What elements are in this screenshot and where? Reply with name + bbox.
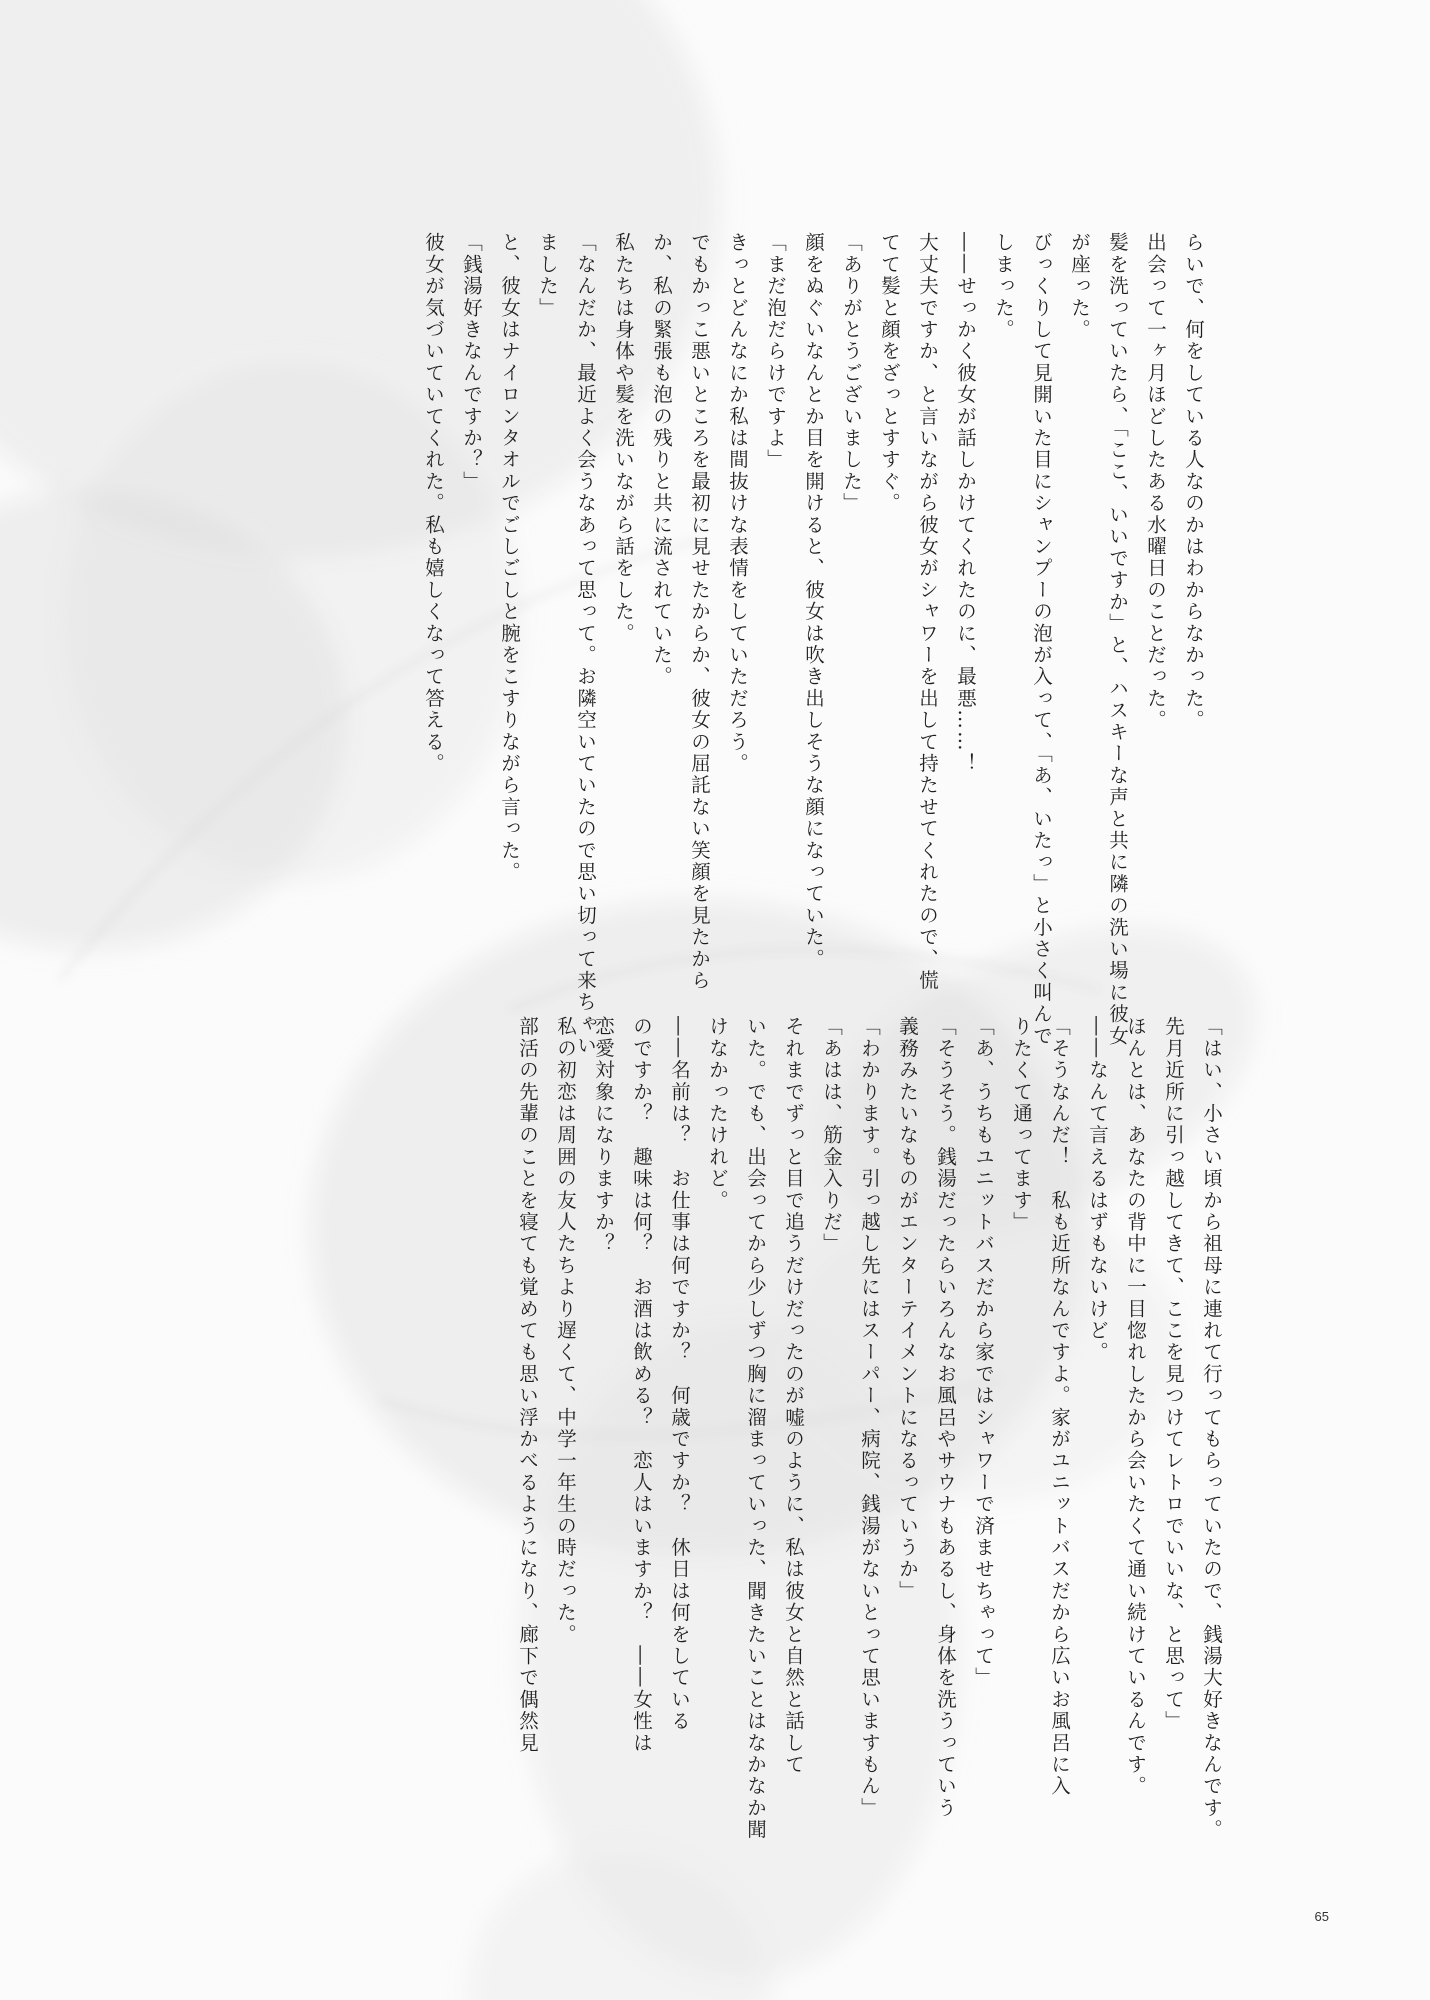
text-line: 私の初恋は周囲の友人たちより遅くて、中学一年生の時だった。 <box>554 1016 577 1646</box>
text-line: 髪を洗っていたら、「ここ、いいですか」と、ハスキーな声と共に隣の洗い場に彼女 <box>1106 232 1129 1047</box>
text-line: ――せっかく彼女が話しかけてくれたのに、最悪……！ <box>954 232 977 775</box>
text-line: 出会って一ヶ月ほどしたある水曜日のことだった。 <box>1144 232 1167 732</box>
text-line: か、私の緊張も泡の残りと共に流されていた。 <box>650 232 673 688</box>
text-line: 大丈夫ですか、と言いながら彼女がシャワーを出して持たせてくれたので、慌 <box>916 232 939 992</box>
text-line: 「なんだか、最近よく会うなあって思って。お隣空いていたので思い切って来ちゃい <box>574 232 597 1057</box>
text-line: 「あ、うちもユニットバスだから家ではシャワーで済ませちゃって」 <box>972 1016 995 1689</box>
page-number: 65 <box>1314 1909 1329 1924</box>
text-line: 彼女が気づいていてくれた。私も嬉しくなって答える。 <box>422 232 445 775</box>
text-line: しまった。 <box>992 232 1015 341</box>
text-line: 「銭湯好きなんですか？」 <box>460 232 483 493</box>
text-line: でもかっこ悪いところを最初に見せたからか、彼女の屈託ない笑顔を見たから <box>688 232 711 992</box>
text-line: 先月近所に引っ越してきて、ここを見つけてレトロでいいな、と思って」 <box>1162 1016 1185 1733</box>
text-line: ほんとは、あなたの背中に一目惚れしたから会いたくて通い続けているんです。 <box>1124 1016 1147 1798</box>
text-line: が座った。 <box>1068 232 1091 341</box>
text-line: けなかったけれど。 <box>706 1016 729 1212</box>
text-line: 顔をぬぐいなんとか目を開けると、彼女は吹き出しそうな顔になっていた。 <box>802 232 825 970</box>
text-column-block-top <box>414 232 1230 1057</box>
text-line: らいで、何をしている人なのかはわからなかった。 <box>1182 232 1205 732</box>
text-line: それまでずっと目で追うだけだったのが嘘のように、私は彼女と自然と話して <box>782 1016 805 1776</box>
text-line: ました」 <box>536 232 559 319</box>
text-line: 「あはは、筋金入りだ」 <box>820 1016 843 1255</box>
text-line: と、彼女はナイロンタオルでごしごしと腕をこすりながら言った。 <box>498 232 521 883</box>
text-line: 部活の先輩のことを寝ても覚めても思い浮かべるようになり、廊下で偶然見 <box>516 1016 539 1754</box>
text-line: 義務みたいなものがエンターテイメントになるっていうか」 <box>896 1016 919 1602</box>
text-line: いた。でも、出会ってから少しずつ胸に溜まっていった、聞きたいことはなかなか聞 <box>744 1016 767 1841</box>
text-line: 「ありがとうございました」 <box>840 232 863 515</box>
text-line: 「そうなんだ！ 私も近所なんですよ。家がユニットバスだから広いお風呂に入 <box>1048 1016 1071 1798</box>
text-line: 「はい、小さい頃から祖母に連れて行ってもらっていたので、銭湯大好きなんです。 <box>1200 1016 1223 1841</box>
text-line: びっくりして見開いた目にシャンプーの泡が入って、「あ、いたっ」と小さく叫んで <box>1030 232 1053 1047</box>
text-line: 私たちは身体や髪を洗いながら話をした。 <box>612 232 635 645</box>
text-line: のですか？ 趣味は何？ お酒は飲める？ 恋人はいますか？ ――女性は <box>630 1016 653 1754</box>
text-line: ――名前は？ お仕事は何ですか？ 何歳ですか？ 休日は何をしている <box>668 1016 691 1733</box>
text-line: 「そうそう。銭湯だったらいろんなお風呂やサウナもあるし、身体を洗うっていう <box>934 1016 957 1819</box>
text-line: てて髪と顔をざっとすすぐ。 <box>878 232 901 515</box>
text-line: ――なんて言えるはずもないけど。 <box>1086 1016 1109 1364</box>
text-line: きっとどんなにか私は間抜けな表情をしていただろう。 <box>726 232 749 775</box>
text-line: 「まだ泡だらけですよ」 <box>764 232 787 471</box>
text-line: りたくて通ってます」 <box>1010 1016 1033 1233</box>
text-line: 恋愛対象になりますか？ <box>592 1016 615 1255</box>
text-line: 「わかります。引っ越し先にはスーパー、病院、銭湯がないとって思いますもん」 <box>858 1016 881 1819</box>
text-column-block-bottom <box>508 1016 1230 1841</box>
